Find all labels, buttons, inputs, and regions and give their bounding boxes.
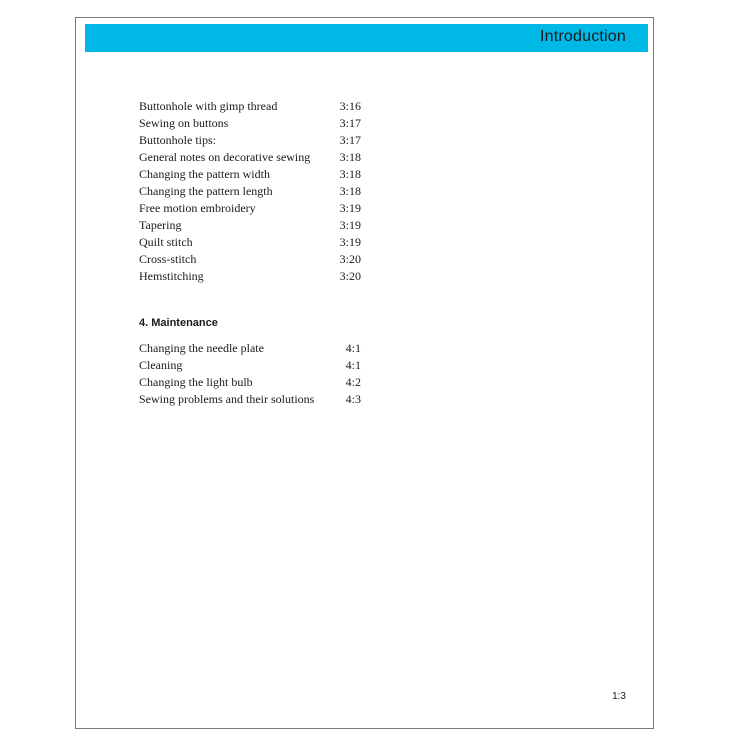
toc-entry-label: Quilt stitch xyxy=(139,235,193,249)
toc-entry xyxy=(139,251,369,268)
toc-entry xyxy=(139,200,369,217)
toc-list-continued xyxy=(139,98,369,285)
page-number: 1:3 xyxy=(612,691,626,702)
toc-entry-label: Changing the needle plate xyxy=(139,341,264,355)
toc-entry-page: 4:1 xyxy=(345,358,361,372)
toc-entry-page: 3:20 xyxy=(339,252,361,266)
toc-entry-label: Buttonhole tips: xyxy=(139,133,217,147)
toc-entry-label: Cross-stitch xyxy=(139,252,197,266)
toc-entry-page: 4:1 xyxy=(345,341,361,355)
toc-entry-label: Hemstitching xyxy=(139,269,204,283)
toc-entry-page: 3:18 xyxy=(339,150,361,164)
toc-entry xyxy=(139,268,369,285)
toc-entry-label: Changing the light bulb xyxy=(139,375,253,389)
toc-entry-page: 3:18 xyxy=(339,167,361,181)
toc-entry-label: General notes on decorative sewing xyxy=(139,150,311,164)
toc-entry xyxy=(139,340,369,357)
toc-entry-label: Tapering xyxy=(139,218,182,232)
toc-entry xyxy=(139,132,369,149)
header-bar xyxy=(85,24,648,52)
toc-entry-page: 3:19 xyxy=(339,218,361,232)
toc-entry xyxy=(139,149,369,166)
toc-entry-label: Sewing problems and their solutions xyxy=(139,392,315,406)
toc-entry-label: Free motion embroidery xyxy=(139,201,256,215)
toc-entry-label: Changing the pattern width xyxy=(139,167,270,181)
page-title: Introduction xyxy=(539,28,626,45)
toc-entry xyxy=(139,217,369,234)
toc-entry xyxy=(139,374,369,391)
toc-entry-page: 4:3 xyxy=(345,392,361,406)
toc-entry xyxy=(139,115,369,132)
toc-entry xyxy=(139,166,369,183)
toc-entry-page: 3:19 xyxy=(339,235,361,249)
toc-list-maintenance xyxy=(139,340,369,408)
toc-entry-page: 3:17 xyxy=(339,116,361,130)
toc-entry xyxy=(139,391,369,408)
toc-entry-label: Buttonhole with gimp thread xyxy=(139,99,278,113)
section-heading-maintenance: 4. Maintenance xyxy=(139,317,218,329)
toc-entry-label: Cleaning xyxy=(139,358,183,372)
toc-entry xyxy=(139,183,369,200)
toc-entry xyxy=(139,357,369,374)
toc-entry-page: 3:17 xyxy=(339,133,361,147)
document-page xyxy=(75,17,654,729)
toc-entry-label: Sewing on buttons xyxy=(139,116,229,130)
toc-entry-page: 3:16 xyxy=(339,99,361,113)
toc-entry xyxy=(139,98,369,115)
toc-entry-label: Changing the pattern length xyxy=(139,184,273,198)
toc-entry-page: 3:19 xyxy=(339,201,361,215)
toc-entry-page: 4:2 xyxy=(345,375,361,389)
toc-entry xyxy=(139,234,369,251)
toc-entry-page: 3:20 xyxy=(339,269,361,283)
toc-entry-page: 3:18 xyxy=(339,184,361,198)
